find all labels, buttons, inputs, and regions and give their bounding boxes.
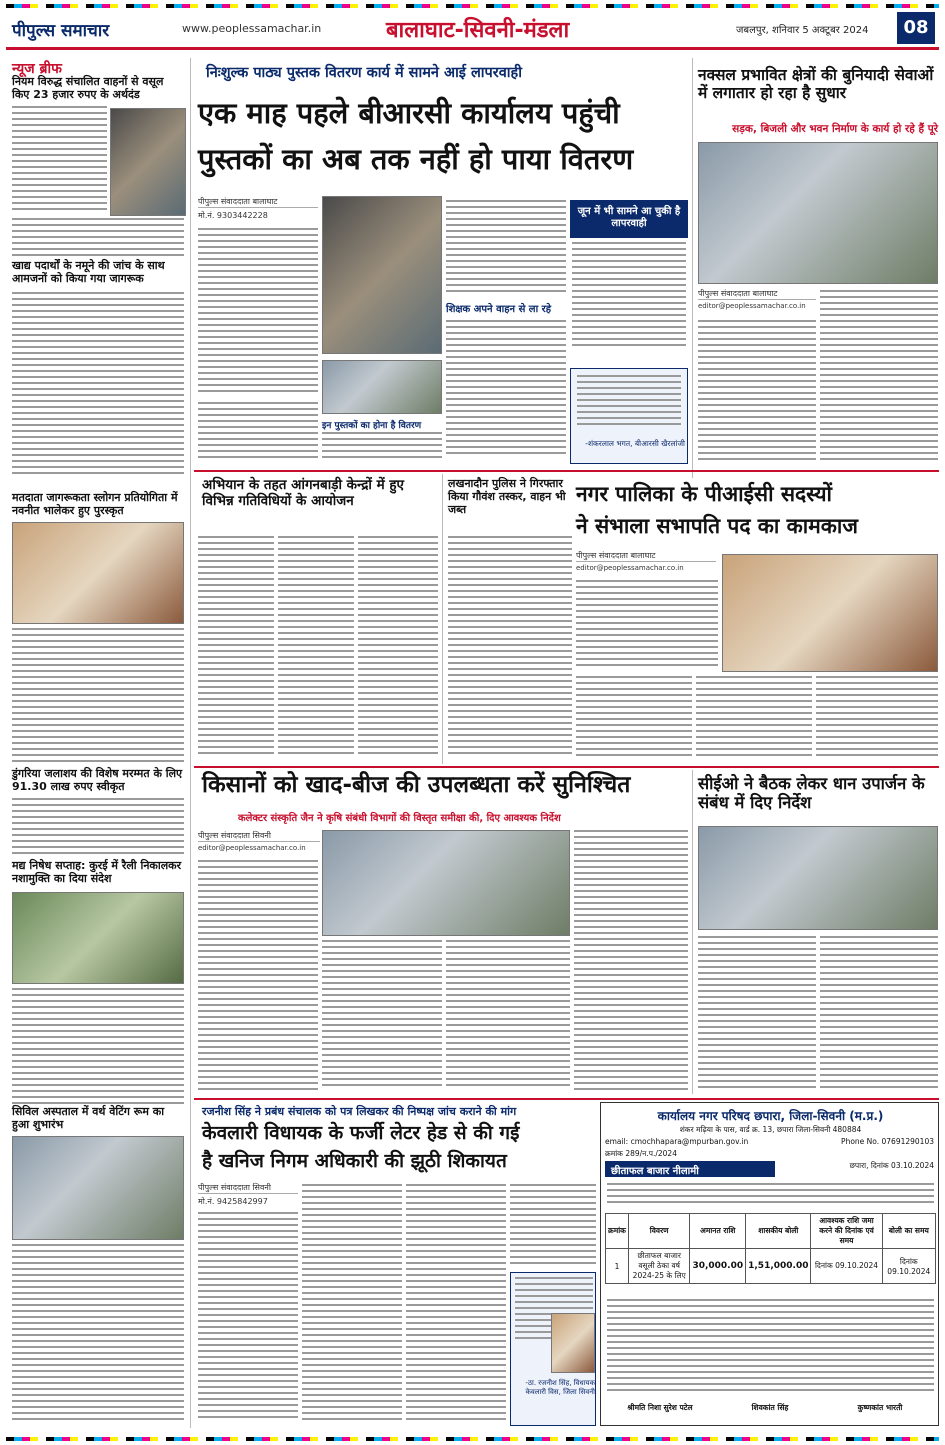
mla-quote-box [510, 1272, 596, 1426]
notice-email: email: cmochhapara@mpurban.gov.in [605, 1137, 749, 1146]
bottom-body-col2 [302, 1184, 402, 1424]
notice-phone: Phone No. 07691290103 [841, 1137, 934, 1146]
column-divider-left [190, 58, 191, 1428]
main-body-col1 [198, 228, 318, 398]
signature-3: कुष्णकांत भारती [857, 1403, 903, 1412]
brief-body-2 [12, 292, 184, 482]
hospital-photo [12, 1136, 184, 1240]
col-header-desc: विवरण [628, 1214, 689, 1249]
video-conference-photo [698, 826, 938, 930]
news-brief-label: न्यूज ब्रीफ [12, 61, 62, 77]
bottom-body-col3 [406, 1184, 506, 1424]
naxal-subhead: सड़क, बिजली और भवन निर्माण के कार्य हो रहे हैं पूरे [732, 123, 938, 135]
anganwadi-headline: अभियान के तहत आंगनबाड़ी केन्द्रों में हुए विभिन्न गतिविधियों के आयोजन [202, 477, 404, 509]
award-photo [12, 522, 184, 624]
dateline: जबलपुर, शनिवार 5 अक्टूबर 2024 [736, 25, 869, 36]
nagarpalika-body-col3 [696, 676, 812, 762]
brief-body-6 [12, 1244, 184, 1424]
nagarpalika-body-col4 [816, 676, 938, 762]
anganwadi-body-col1 [198, 536, 274, 758]
farmers-body-col4 [574, 830, 688, 1094]
newspaper-page [6, 4, 939, 1441]
farmers-subhead: कलेक्टर संस्कृति जैन ने कृषि संबंधी विभागों की विस्तृत समीक्षा की, दिए आवश्यक निर्देश [238, 813, 561, 824]
bottom-kicker: रजनीश सिंह ने प्रबंध संचालक को पत्र लिखकर की निष्पक्ष जांच कराने की मांग [202, 1105, 517, 1118]
anganwadi-body-col2 [278, 536, 354, 758]
side-box-title: जून में भी सामने आ चुकी है लापरवाही [570, 200, 688, 238]
brief-headline-1: नियम विरुद्ध संचालित वाहनों से वसूल किए 23 हजार रुपए के अर्थदंड [12, 75, 164, 101]
bottom-headline-2: है खनिज निगम अधिकारी की झूठी शिकायत [202, 1150, 507, 1172]
nagarpalika-headline-1: नगर पालिका के पीआईसी सदस्यों [576, 482, 832, 506]
nagarpalika-email: editor@peoplessamachar.co.in [576, 564, 684, 572]
nagarpalika-body-col2 [576, 676, 692, 762]
naxal-email: editor@peoplessamachar.co.in [698, 302, 806, 310]
quote-attribution: -शंकरलाल भगत, बीआरसी खैरलांजी [585, 439, 685, 448]
farmers-body-col1 [198, 860, 318, 1094]
notice-banner: छीताफल बाजार नीलामी [605, 1161, 775, 1177]
page-number: 08 [897, 12, 935, 44]
main-headline-2: पुस्तकों का अब तक नहीं हो पाया वितरण [198, 142, 634, 176]
notice-address: शंकर मढ़िया के पास, वार्ड क्र. 13, छपारा जिला-सिवनी 480884 [679, 1125, 862, 1134]
bottom-byline: पीपुल्स संवाददाता सिवनी [198, 1182, 298, 1194]
brief-body-3 [12, 628, 184, 764]
books-photo [322, 360, 442, 414]
pic-members-photo [722, 554, 938, 672]
notice-title: कार्यालय नगर परिषद छपारा, जिला-सिवनी (म.प्र.) [657, 1109, 884, 1123]
main-kicker: निःशुल्क पाठ्य पुस्तक वितरण कार्य में सामने आई लापरवाही [206, 65, 522, 81]
farmers-headline: किसानों को खाद-बीज की उपलब्धता करें सुनिश्चित [202, 772, 631, 798]
police-headline: लखनादौन पुलिस ने गिरफ्तार किया गौवंश तस्कर, वाहन भी जब्त [448, 477, 566, 516]
brief-body-1 [12, 106, 107, 216]
tender-notice [600, 1102, 939, 1426]
registration-bar-top [6, 4, 939, 8]
naxal-body-col2 [820, 290, 938, 466]
brief-headline-6: सिविल अस्पताल में वर्थ वेटिंग रूम का हुआ शुभारंभ [12, 1105, 165, 1131]
main-subhead: शिक्षक अपने वाहन से ला रहे [446, 304, 552, 315]
signature-1: श्रीमति निशा सुरेश पटेल [627, 1403, 693, 1412]
section-rule-2 [194, 766, 939, 768]
ceo-body-col1 [698, 936, 816, 1094]
naxal-body-col1 [698, 320, 816, 466]
bottom-mobile: मो.नं. 9425842997 [198, 1197, 268, 1206]
farmers-email: editor@peoplessamachar.co.in [198, 844, 306, 852]
bottom-body-col1 [198, 1212, 298, 1424]
side-box-body [572, 242, 686, 358]
main-body-col2b [322, 432, 442, 466]
brand-name: पीपुल्स समाचार [12, 21, 110, 41]
police-body [448, 536, 572, 758]
main-headline-1: एक माह पहले बीआरसी कार्यालय पहुंची [198, 96, 620, 130]
notice-date: छपारा, दिनांक 03.10.2024 [849, 1161, 934, 1170]
mla-attribution: -ठा. रजनीश सिंह, विधायक केवलारी विस, जिला सिवनी [525, 1379, 595, 1396]
col-header-deposit: अमानत राशि [690, 1214, 746, 1249]
main-mobile: मो.नं. 9303442228 [198, 211, 268, 220]
mla-portrait [551, 1313, 595, 1373]
quote-box [570, 368, 688, 464]
nagarpalika-body-col1 [576, 580, 718, 670]
farmers-byline: पीपुल्स संवाददाता सिवनी [198, 830, 320, 842]
registration-bar-bottom [6, 1437, 939, 1441]
review-meeting-photo [322, 830, 570, 936]
column-divider-police [442, 474, 443, 764]
farmers-body-col2 [322, 940, 442, 1094]
brief-headline-5: मद्य निषेध सप्ताह: कुरई में रैली निकालकर नशामुक्ति का दिया संदेश [12, 859, 182, 885]
col-header-bid-time: बोली का समय [882, 1214, 935, 1249]
col-header-num: क्रमांक [606, 1214, 629, 1249]
column-divider-mid [692, 58, 693, 478]
column-divider-ceo [692, 770, 693, 1094]
ceo-body-col2 [820, 936, 938, 1094]
col-header-deposit-date: आवश्यक राशि जमा करने की दिनांक एवं समय [811, 1214, 882, 1249]
anganwadi-body-col3 [358, 536, 438, 758]
naxal-headline: नक्सल प्रभावित क्षेत्रों की बुनियादी सेवाओं में लगातार हो रहा है सुधार [698, 66, 934, 103]
main-body-col1b [198, 402, 318, 464]
brand-url: www.peoplessamachar.in [182, 22, 322, 35]
brief-body-5 [12, 988, 184, 1104]
nagarpalika-byline: पीपुल्स संवाददाता बालाघाट [576, 550, 716, 562]
brief-headline-3: मतदाता जागरूकता स्लोगन प्रतियोगिता में नवनीत भालेकर हुए पुरस्कृत [12, 491, 178, 517]
truck-photo [110, 108, 186, 216]
notice-table [605, 1213, 936, 1284]
bottom-body-col4 [510, 1184, 596, 1268]
main-byline: पीपुल्स संवाददाता बालाघाट [198, 196, 318, 208]
section-rule-1 [194, 470, 939, 472]
ceo-headline: सीईओ ने बैठक लेकर धान उपार्जन के संबंध में दिए निर्देश [698, 774, 925, 813]
brief-body-4 [12, 798, 184, 856]
brief-headline-4: डुंगरिया जलाशय की विशेष मरम्मत के लिए 91.30 लाख रुपए स्वीकृत [12, 767, 183, 793]
brief-headline-2: खाद्य पदार्थों के नमूने की जांच के साथ आमजनों को किया गया जागरूक [12, 259, 165, 285]
naxal-byline: पीपुल्स संवाददाता बालाघाट [698, 288, 816, 300]
notice-ref: क्रमांक 289/न.प./2024 [605, 1149, 677, 1158]
main-body-col3b [446, 320, 566, 466]
teacher-motorcycle-photo [322, 196, 442, 354]
brief-body-1b [12, 218, 184, 258]
masthead [6, 10, 939, 50]
section-title: बालाघाट-सिवनी-मंडला [386, 18, 570, 43]
main-body-col3 [446, 200, 566, 300]
meeting-photo [698, 142, 938, 284]
rally-photo [12, 892, 184, 984]
section-rule-3 [194, 1098, 939, 1100]
books-photo-caption: इन पुस्तकों का होना है वितरण [322, 421, 422, 431]
bottom-headline-1: केवलारी विधायक के फर्जी लेटर हेड से की गई [202, 1122, 520, 1144]
signature-2: शिवकांत सिंह [751, 1403, 789, 1412]
nagarpalika-headline-2: ने संभाला सभापति पद का कामकाज [576, 514, 858, 538]
col-header-bid: शासकीय बोली [746, 1214, 811, 1249]
farmers-body-col3 [446, 940, 570, 1094]
table-row: 1 छीताफल बाजार वसूली ठेका वर्ष 2024-25 के लिए 30,000.00 1,51,000.00 दिनांक 09.10.2024 दिनांक 09.10.2024 [606, 1249, 936, 1284]
